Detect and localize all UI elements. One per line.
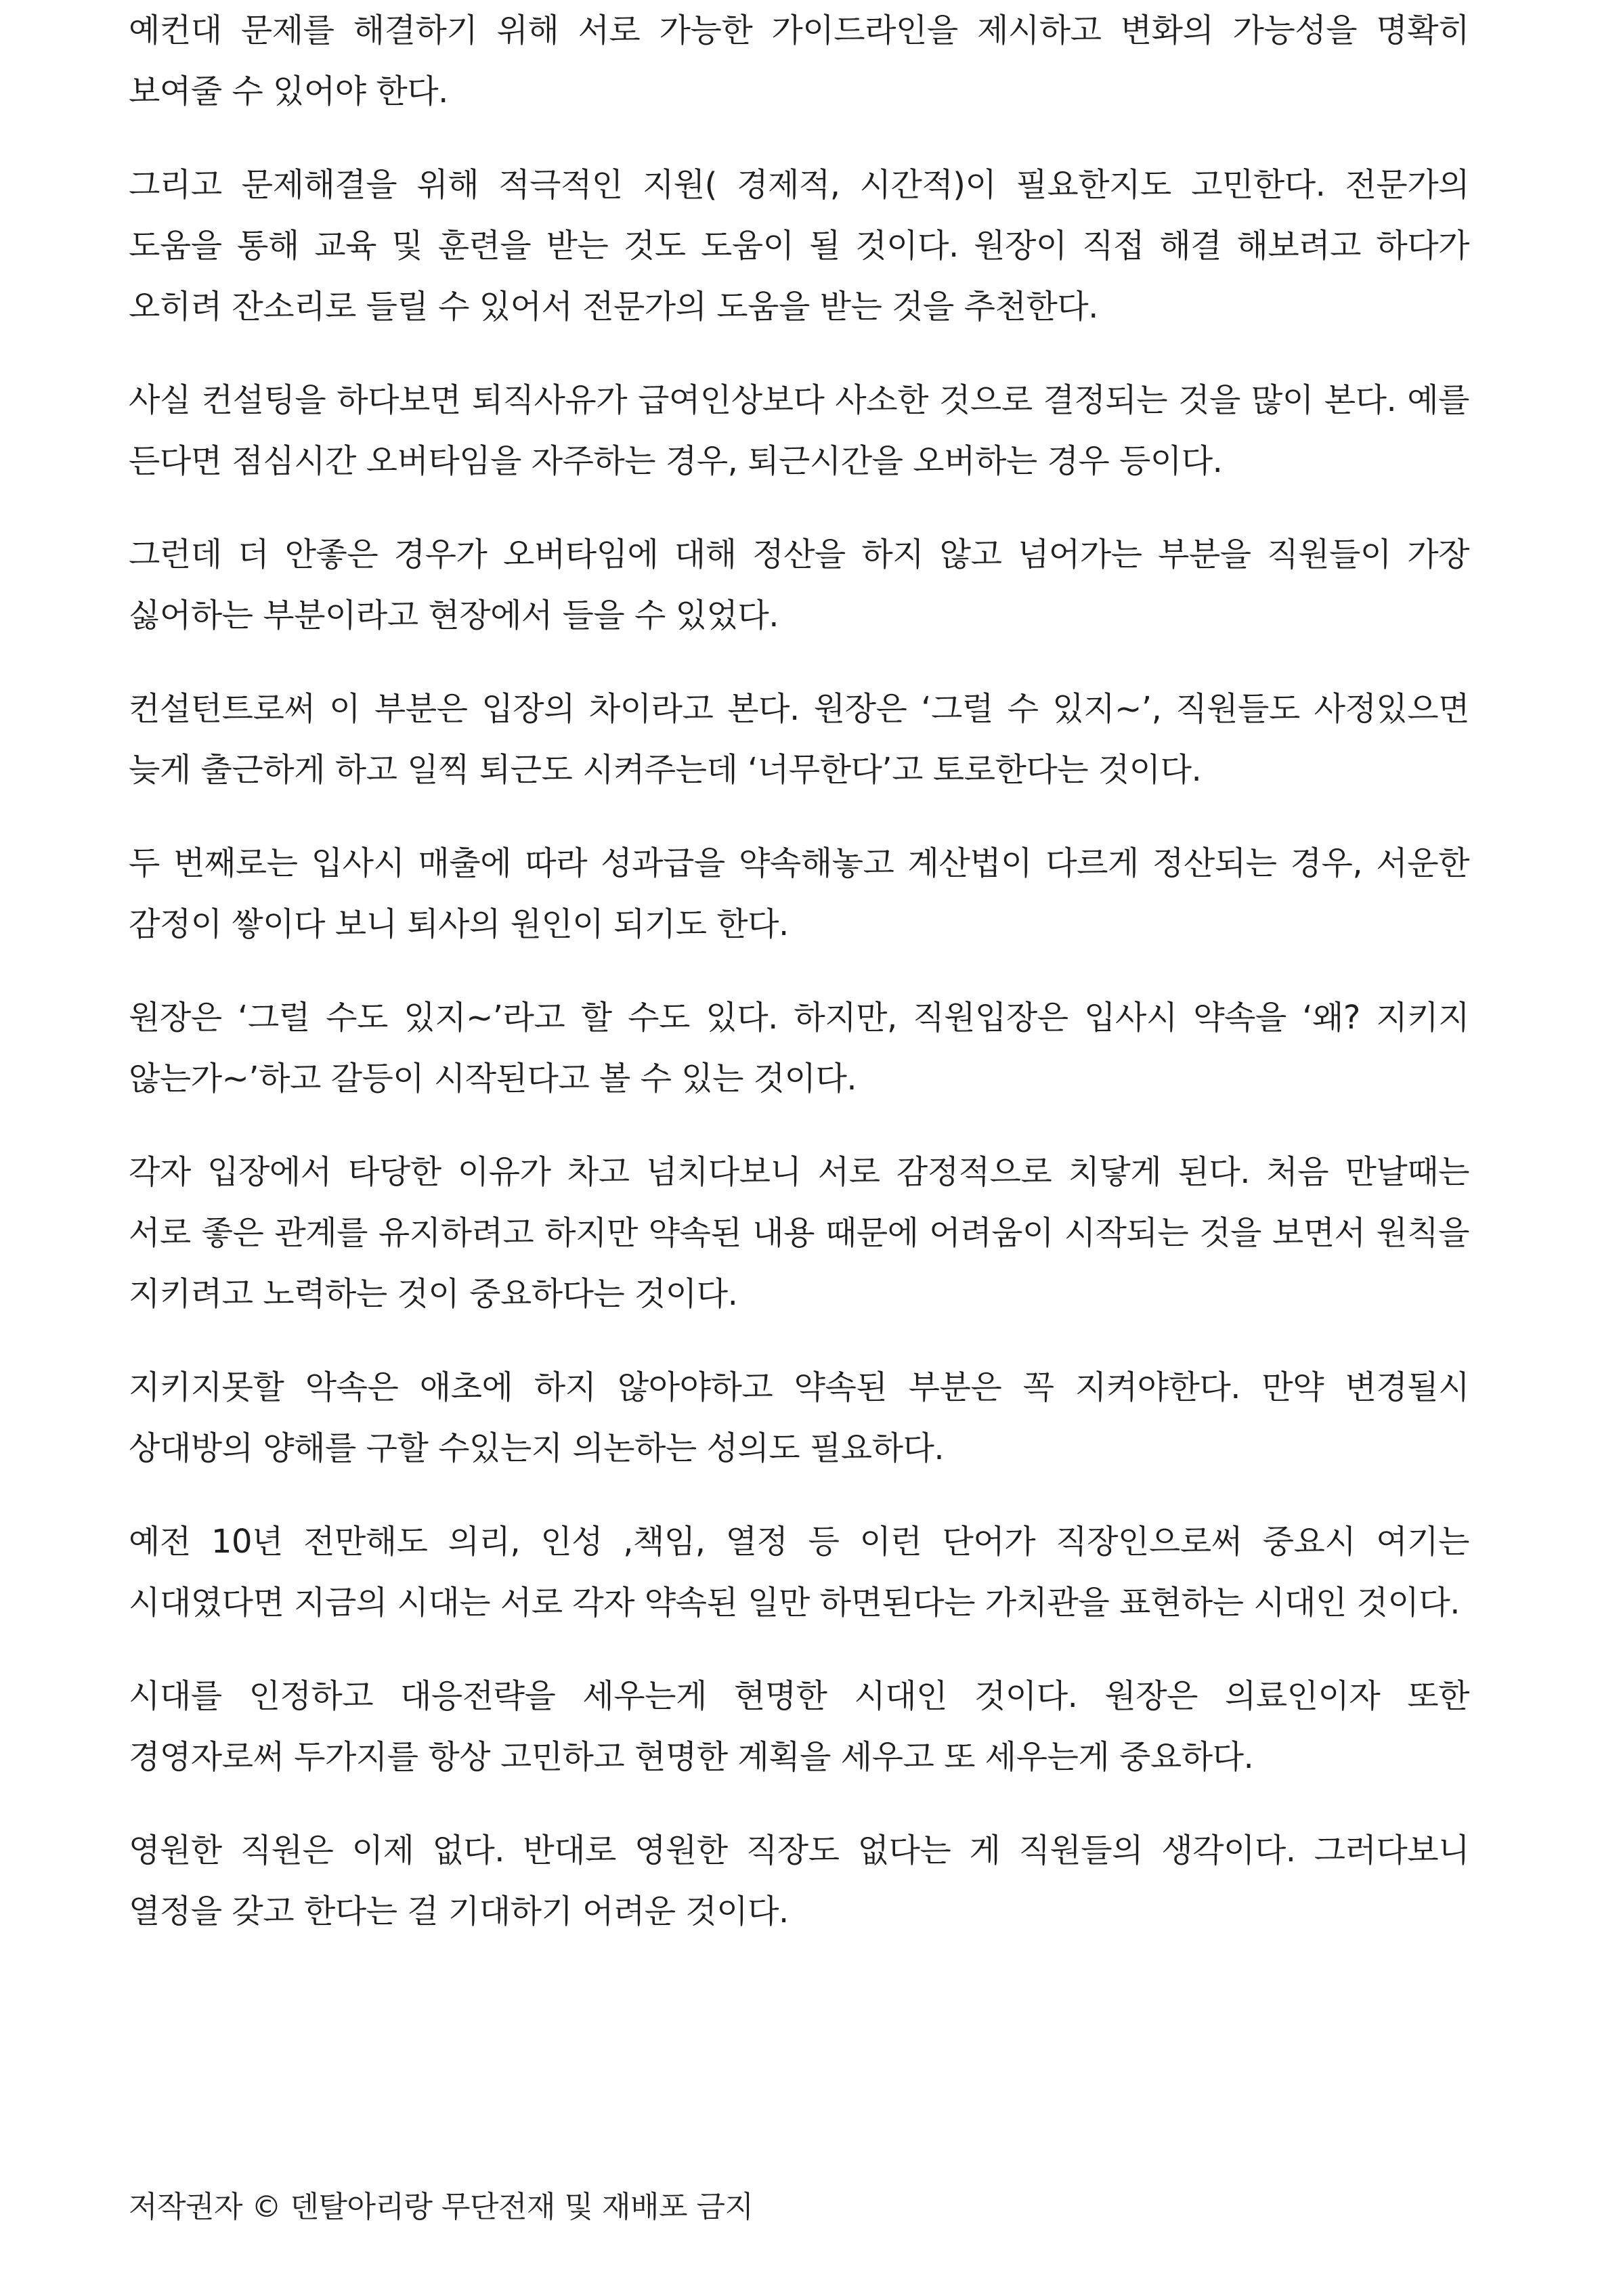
article-paragraph: 그런데 더 안좋은 경우가 오버타임에 대해 정산을 하지 않고 넘어가는 부분을 직원들이 가장 싫어하는 부분이라고 현장에서 들을 수 있었다. xyxy=(129,536,1469,634)
article-paragraph: 두 번째로는 입사시 매출에 따라 성과급을 약속해놓고 계산법이 다르게 정산되는 경우, 서운한 감정이 쌓이다 보니 퇴사의 원인이 되기도 한다. xyxy=(129,844,1469,943)
article-paragraph: 사실 컨설팅을 하다보면 퇴직사유가 급여인상보다 사소한 것으로 결정되는 것을 많이 본다. 예를 든다면 점심시간 오버타임을 자주하는 경우, 퇴근시간을 오버하는 경우 등이다. xyxy=(129,381,1469,480)
article-paragraph: 지키지못할 악속은 애초에 하지 않아야하고 약속된 부분은 꼭 지켜야한다. 만약 변경될시 상대방의 양해를 구할 수있는지 의논하는 성의도 필요하다. xyxy=(129,1368,1469,1467)
article-body xyxy=(129,0,1469,1974)
article-paragraph: 원장은 ‘그럴 수도 있지~’라고 할 수도 있다. 하지만, 직원입장은 입사시 약속을 ‘왜? 지키지 않는가~’하고 갈등이 시작된다고 볼 수 있는 것이다. xyxy=(129,999,1469,1098)
copyright-notice: 저작권자 © 덴탈아리랑 무단전재 및 재배포 금지 xyxy=(129,2190,754,2224)
article-paragraph: 예컨대 문제를 해결하기 위해 서로 가능한 가이드라인을 제시하고 변화의 가능성을 명확히 보여줄 수 있어야 한다. xyxy=(129,12,1469,110)
article-paragraph: 컨설턴트로써 이 부분은 입장의 차이라고 본다. 원장은 ‘그럴 수 있지~’, 직원들도 사정있으면 늦게 출근하게 하고 일찍 퇴근도 시켜주는데 ‘너무한다’고 토로한다는 것이다. xyxy=(129,690,1469,789)
article-paragraph: 그리고 문제해결을 위해 적극적인 지원( 경제적, 시간적)이 필요한지도 고민한다. 전문가의 도움을 통해 교육 및 훈련을 받는 것도 도움이 될 것이다. 원장이 직접 해결 해보려고 하다가 오히려 잔소리로 들릴 수 있어서 전문가의 도움을 받는 것을 추천한다. xyxy=(129,166,1469,326)
article-paragraph: 시대를 인정하고 대응전략을 세우는게 현명한 시대인 것이다. 원장은 의료인이자 또한 경영자로써 두가지를 항상 고민하고 현명한 계획을 세우고 또 세우는게 중요하다. xyxy=(129,1677,1469,1776)
article-paragraph: 영원한 직원은 이제 없다. 반대로 영원한 직장도 없다는 게 직원들의 생각이다. 그러다보니 열정을 갖고 한다는 걸 기대하기 어려운 것이다. xyxy=(129,1832,1469,1930)
article-paragraph: 각자 입장에서 타당한 이유가 차고 넘치다보니 서로 감정적으로 치닿게 된다. 처음 만날때는 서로 좋은 관계를 유지하려고 하지만 약속된 내용 때문에 어려움이 시작되는 것을 보면서 원칙을 지키려고 노력하는 것이 중요하다는 것이다. xyxy=(129,1153,1469,1313)
article-paragraph: 예전 10년 전만해도 의리, 인성 ,책임, 열정 등 이런 단어가 직장인으로써 중요시 여기는 시대였다면 지금의 시대는 서로 각자 약속된 일만 하면된다는 가치관을 표현하는 시대인 것이다. xyxy=(129,1523,1469,1622)
